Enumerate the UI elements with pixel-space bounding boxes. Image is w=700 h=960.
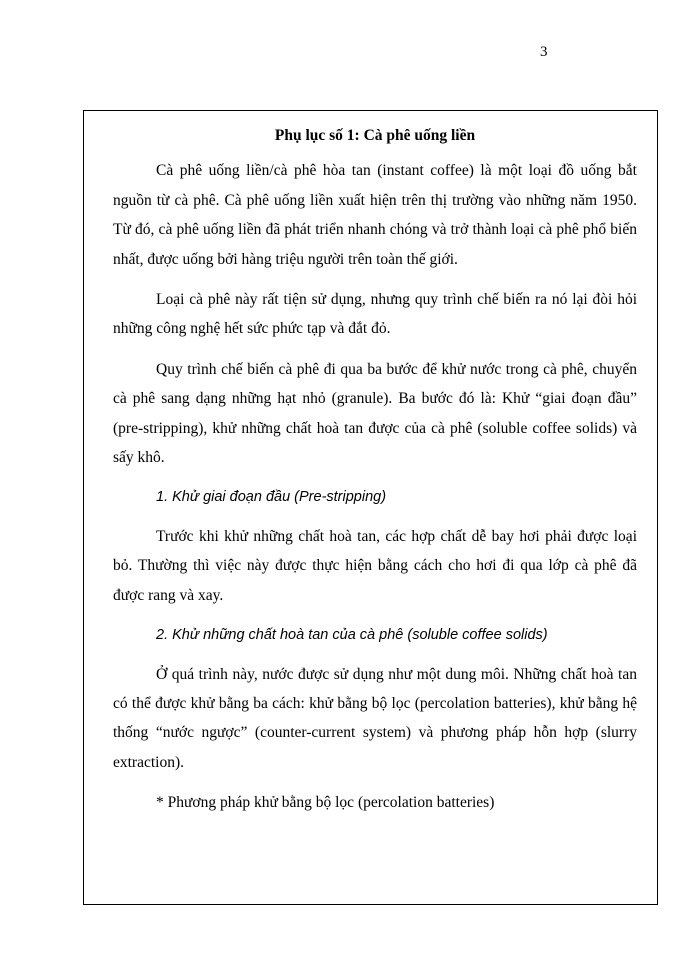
section-1-heading: 1. Khử giai đoạn đầu (Pre-stripping) [156,489,387,506]
section-2-text: Ở quá trình này, nước được sử dụng như một dung môi. Những chất hoà tan có thể được khử bằng ba cách: khử bằng bộ lọc (percolation batteries), khử bằng hệ thống “nước ngược” (counter-current system) và phương pháp hỗn hợp (slurry extraction). [113,665,637,771]
document-title: Phụ lục số 1: Cà phê uống liền [274,127,476,144]
bullet-percolation: * Phương pháp khử bằng bộ lọc (percolation batteries) [156,794,495,812]
section-1-text: Trước khi khử những chất hoà tan, các hợp chất dễ bay hơi phải được loại bỏ. Thường thì việc này được thực hiện bằng cách cho hơi đi qua lớp cà phê đã được rang và xay. [113,527,637,604]
document-frame [83,110,658,905]
page-number: 3 [540,44,548,60]
paragraph-process: Quy trình chế biến cà phê đi qua ba bước để khử nước trong cà phê, chuyển cà phê sang dạng những hạt nhỏ (granule). Ba bước đó là: Khử “giai đoạn đầu” (pre-stripping), khử những chất hoà tan được của cà phê (soluble coffee solids) và sấy khô. [113,360,637,467]
section-2-heading: 2. Khử những chất hoà tan của cà phê (soluble coffee solids) [156,627,548,644]
paragraph-intro: Cà phê uống liền/cà phê hòa tan (instant coffee) là một loại đồ uống bắt nguồn từ cà phê. Cà phê uống liền xuất hiện trên thị trường vào những năm 1950. Từ đó, cà phê uống liền đã phát triển nhanh chóng và trở thành loại cà phê phổ biến nhất, được uống bởi hàng triệu người trên toàn thế giới. [113,162,637,268]
document-body [113,121,637,818]
paragraph-convenience: Loại cà phê này rất tiện sử dụng, nhưng quy trình chế biến ra nó lại đòi hỏi những công nghệ hết sức phức tạp và đắt đỏ. [113,291,637,338]
